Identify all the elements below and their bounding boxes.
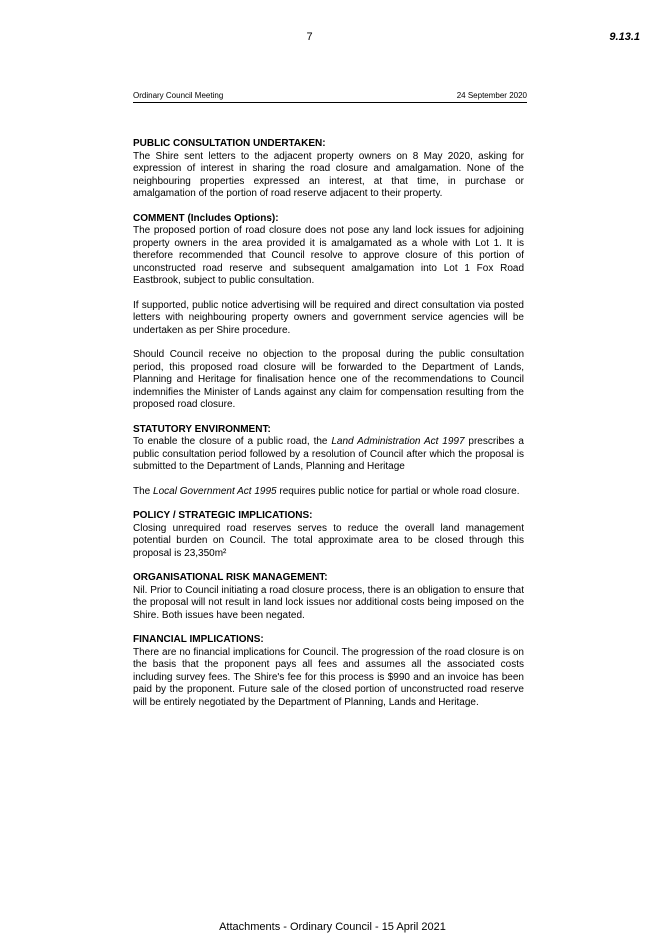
text-run: To enable the closure of a public road, the — [133, 436, 332, 447]
section-heading: FINANCIAL IMPLICATIONS: — [133, 634, 264, 645]
paragraph: Should Council receive no objection to the proposal during the public consultation period, this proposed road closure will be forwarded to the Department of Lands, Planning and Heritage for finalisation hence one of the recommendations to Council indemnifies the Minister of Lands against any claim for compensation resulting from the proposed road closure. — [133, 349, 524, 410]
paragraph: There are no financial implications for Council. The progression of the road closure is on the basis that the proponent pays all fees and assumes all the associated costs including survey fees. The Shire's fee for this process is $990 and an invoice has been paid by the proponent. Future sale of the closed portion of unconstructed road reserve will be entirely negotiated by the Department of Planning, Lands and Heritage. — [133, 646, 524, 708]
section-heading: STATUTORY ENVIRONMENT: — [133, 423, 271, 435]
text-run: The — [133, 485, 154, 497]
paragraph: The Shire sent letters to the adjacent property owners on 8 May 2020, asking for expression of interest in sharing the road closure and amalgamation. None of the neighbouring properties expressed an interest, at that time, in purchase or amalgamation of the portion of road reserve adjacent to their property. — [133, 150, 524, 199]
paragraph — [133, 436, 524, 474]
section-heading: POLICY / STRATEGIC IMPLICATIONS: — [133, 510, 313, 521]
report-body — [133, 138, 524, 721]
agenda-item-number: 9.13.1 — [609, 31, 640, 43]
text-run: requires public notice for partial or whole road closure. — [276, 485, 520, 497]
paragraph: If supported, public notice advertising will be required and direct consultation via posted letters with neighbouring property owners and government service agencies will be undertaken as per Shire procedure. — [133, 299, 524, 336]
page-number: 7 — [306, 31, 313, 43]
section-financial-implications — [133, 634, 524, 709]
paragraph: Nil. Prior to Council initiating a road closure process, there is an obligation to ensure that the proposal will not result in land lock issues nor additional costs being imposed on the Shire. Both issues have been negated. — [133, 584, 524, 621]
section-public-consultation — [133, 138, 524, 201]
page-footer: Attachments - Ordinary Council - 15 April 2021 — [219, 921, 446, 933]
section-heading: COMMENT (Includes Options): — [133, 212, 279, 224]
meeting-name: Ordinary Council Meeting — [133, 91, 224, 100]
act-title: Local Government Act 1995 — [153, 485, 277, 497]
section-statutory-environment — [133, 424, 524, 499]
section-heading: ORGANISATIONAL RISK MANAGEMENT: — [133, 572, 328, 583]
section-policy-implications — [133, 510, 524, 560]
section-comment — [133, 213, 524, 412]
meeting-date: 24 September 2020 — [456, 91, 527, 100]
act-title: Land Administration Act 1997 — [331, 436, 465, 447]
section-risk-management — [133, 572, 524, 622]
paragraph: The proposed portion of road closure does not pose any land lock issues for adjoining property owners in the area provided it is amalgamated as a whole with Lot 1. It is therefore recommended that Council resolve to approve closure of this portion of unconstructed road reserve and subsequent amalgamation into Lot 1 Fox Road Eastbrook, subject to public consultation. — [133, 225, 524, 286]
text-run: prescribes a public consultation period followed by a resolution of Council after which the proposal is submitted to the Department of Lands, Planning and Heritage — [133, 436, 524, 472]
running-header — [133, 91, 527, 103]
paragraph: Closing unrequired road reserves serves to reduce the overall land management potential burden on Council. The total approximate area to be closed through this proposal is 23,350m² — [133, 522, 524, 559]
paragraph — [133, 486, 524, 499]
section-heading: PUBLIC CONSULTATION UNDERTAKEN: — [133, 138, 326, 149]
